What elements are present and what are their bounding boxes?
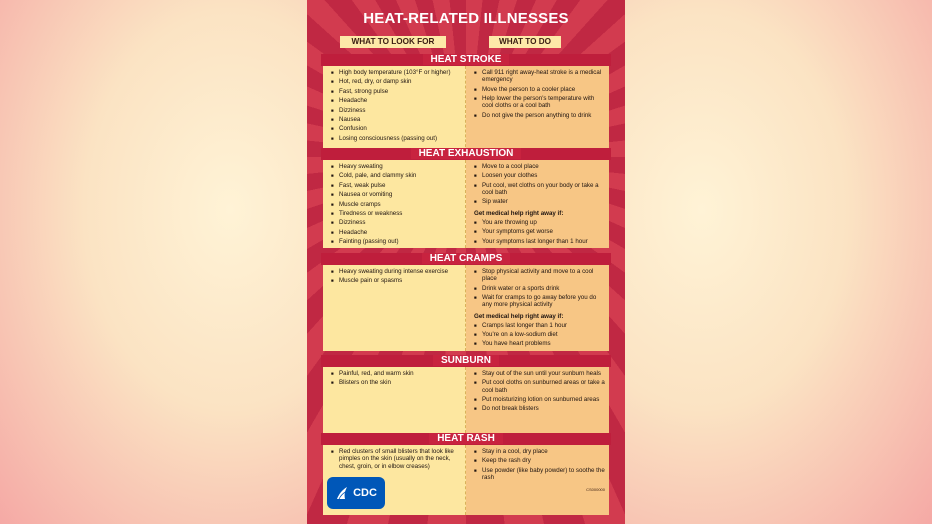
section-title: HEAT RASH — [321, 433, 611, 445]
list-item: ■ Move the person to a cooler place — [482, 86, 605, 93]
section-body — [323, 66, 609, 152]
list-item: ■ Fast, weak pulse — [339, 182, 461, 189]
list-item: ■ Keep the rash dry — [482, 457, 605, 464]
do-column — [466, 160, 609, 248]
look-column — [323, 66, 466, 152]
list-item: ■ Call 911 right away-heat stroke is a medical emergency — [482, 69, 605, 84]
section-title: HEAT EXHAUSTION — [321, 148, 611, 160]
section-title: HEAT STROKE — [321, 54, 611, 66]
poster — [307, 0, 625, 524]
footer-code: CS000000 — [586, 487, 605, 492]
list-item: ■ Blisters on the skin — [339, 379, 461, 386]
list-item: ■ Stay in a cool, dry place — [482, 448, 605, 455]
list-item: ■ Muscle pain or spasms — [339, 277, 461, 284]
list-item: ■ Loosen your clothes — [482, 172, 605, 179]
look-column — [323, 265, 466, 351]
list-item: ■ Use powder (like baby powder) to soothe the rash — [482, 467, 605, 482]
list-item: ■ Dizziness — [339, 219, 461, 226]
list-item: ■ Confusion — [339, 125, 461, 132]
list-item: ■ Heavy sweating — [339, 163, 461, 170]
list-item: ■ Put cool cloths on sunburned areas or take a cool bath — [482, 379, 605, 394]
list-item: ■ Your symptoms get worse — [482, 228, 605, 235]
list-item: ■ Fainting (passing out) — [339, 238, 461, 245]
list-item: ■ You have heart problems — [482, 340, 605, 347]
list-item: ■ Tiredness or weakness — [339, 210, 461, 217]
list-item: ■ Fast, strong pulse — [339, 88, 461, 95]
section-title: HEAT CRAMPS — [321, 253, 611, 265]
list-item: ■ Losing consciousness (passing out) — [339, 135, 461, 142]
do-column — [466, 265, 609, 351]
list-item: ■ Wait for cramps to go away before you do any more physical activity — [482, 294, 605, 309]
background-left — [0, 0, 307, 524]
list-item: ■ Put cool, wet cloths on your body or take a cool bath — [482, 182, 605, 197]
list-item: ■ Your symptoms last longer than 1 hour — [482, 238, 605, 245]
list-item: ■ Muscle cramps — [339, 201, 461, 208]
list-item: ■ Cold, pale, and clammy skin — [339, 172, 461, 179]
list-item: ■ Nausea or vomiting — [339, 191, 461, 198]
column-header-do: WHAT TO DO — [489, 36, 561, 48]
do-column — [466, 445, 609, 515]
list-item: ■ You're on a low-sodium diet — [482, 331, 605, 338]
list-item: ■ Headache — [339, 97, 461, 104]
list-item: ■ Do not give the person anything to drink — [482, 112, 605, 119]
section-title: SUNBURN — [321, 355, 611, 367]
section-body — [323, 160, 609, 248]
list-item: ■ Do not break blisters — [482, 405, 605, 412]
list-item: ■ Headache — [339, 229, 461, 236]
list-item: ■ Drink water or a sports drink — [482, 285, 605, 292]
list-item: ■ Red clusters of small blisters that look like pimples on the skin (usually on the neck, chest, groin, or in elbow creases) — [339, 448, 461, 470]
list-item: ■ High body temperature (103°F or higher) — [339, 69, 461, 76]
list-item: ■ Painful, red, and warm skin — [339, 370, 461, 377]
eagle-icon — [335, 485, 349, 501]
list-item: ■ Heavy sweating during intense exercise — [339, 268, 461, 275]
logo-text: CDC — [353, 487, 377, 499]
list-item: ■ Put moisturizing lotion on sunburned areas — [482, 396, 605, 403]
column-header-look: WHAT TO LOOK FOR — [340, 36, 446, 48]
list-item: ■ Stop physical activity and move to a cool place — [482, 268, 605, 283]
page-title: HEAT-RELATED ILLNESSES — [363, 10, 569, 27]
medical-help-heading: Get medical help right away if: — [474, 209, 564, 217]
list-item: ■ Nausea — [339, 116, 461, 123]
list-item: ■ Cramps last longer than 1 hour — [482, 322, 605, 329]
section-body — [323, 265, 609, 351]
background-right — [625, 0, 932, 524]
cdc-logo — [327, 477, 385, 509]
do-column — [466, 367, 609, 433]
list-item: ■ Help lower the person's temperature with cool cloths or a cool bath — [482, 95, 605, 110]
list-item: ■ Move to a cool place — [482, 163, 605, 170]
list-item: ■ Sip water — [482, 198, 605, 205]
medical-help-heading: Get medical help right away if: — [474, 312, 564, 320]
section-body — [323, 367, 609, 433]
look-column — [323, 367, 466, 433]
list-item: ■ You are throwing up — [482, 219, 605, 226]
do-column — [466, 66, 609, 152]
list-item: ■ Dizziness — [339, 107, 461, 114]
look-column — [323, 160, 466, 248]
list-item: ■ Hot, red, dry, or damp skin — [339, 78, 461, 85]
list-item: ■ Stay out of the sun until your sunburn heals — [482, 370, 605, 377]
